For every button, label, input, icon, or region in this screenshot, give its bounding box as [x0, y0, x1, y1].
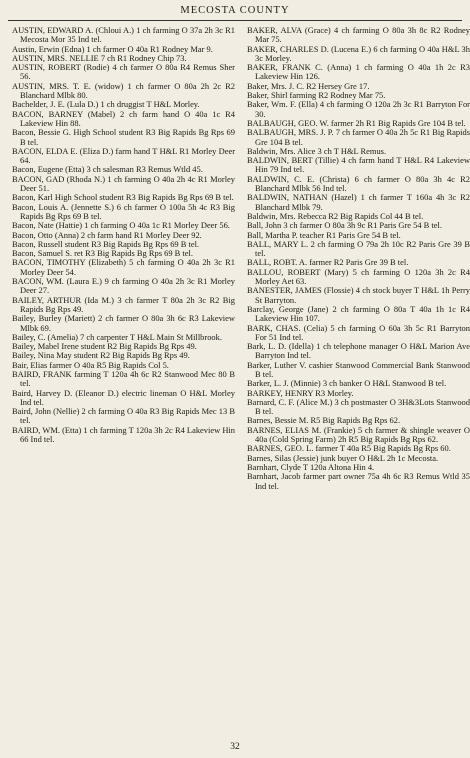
directory-entry: Ball, John 3 ch farmer O 80a 3h 9c R1 Paris Gre 54 B tel.	[247, 220, 442, 231]
directory-entry: Barnhart, Clyde T 120a Altona Hin 4.	[247, 461, 375, 472]
directory-entry: BARNES, GEO. L. farmer T 40a R5 Big Rapids Bg Rps 60.	[247, 443, 451, 454]
directory-entry: BAIRD, WM. (Etta) 1 ch farming T 120a 3h 2c R4 Lakeview Hin 66 Ind tel.	[12, 424, 235, 445]
directory-entry: BACON, GAD (Rhoda N.) 1 ch farming O 40a 2h 4c R1 Morley Deer 51.	[12, 173, 235, 194]
directory-entry: BALBAUGH, MRS. J. P. 7 ch farmer O 40a 2h 5c R1 Big Rapids Gre 104 B tel.	[247, 127, 470, 147]
directory-entry: Bailey, Mabel Irene student R2 Big Rapids Bg Rps 49.	[12, 341, 197, 352]
header-rule	[8, 20, 462, 21]
directory-entry: BALBAUGH, GEO. W. farmer 2h R1 Big Rapids Gre 104 B tel.	[247, 117, 466, 128]
directory-entry: BAKER, CHARLES D. (Lucena E.) 6 ch farming O 40a H&L 3h 3c Morley.	[247, 43, 470, 63]
directory-entry: Bailey, Burley (Mariett) 2 ch farmer O 80a 3h 6c R3 Lakeview Mlbk 69.	[12, 313, 235, 333]
directory-entry: BALDWIN, C. E. (Christa) 6 ch farmer O 80a 3h 4c R2 Blanchard Mlbk 56 Ind tel.	[247, 173, 470, 194]
page-title: MECOSTA COUNTY	[180, 5, 290, 16]
directory-entry: BACON, WM. (Laura E.) 9 ch farming O 40a 2h 3c R1 Morley Deer 27.	[12, 276, 235, 296]
directory-entry: BACON, BARNEY (Mabel) 2 ch farm hand O 40a 1c R4 Lakeview Hin 88.	[12, 108, 235, 128]
directory-entry: BALLOU, ROBERT (Mary) 5 ch farming O 120a 3h 2c R4 Morley Aet 63.	[247, 266, 470, 287]
directory-entry: BACON, TIMOTHY (Elizabeth) 5 ch farming O 40a 2h 3c R1 Morley Deer 54.	[12, 257, 235, 277]
directory-entry: Bacon, Eugene (Etta) 3 ch salesman R3 Remus Wtld 45.	[12, 164, 203, 175]
directory-entry: Baldwin, Mrs. Alice 3 ch T H&L Remus.	[247, 145, 387, 156]
directory-entry: Barker, Luther V. cashier Stanwood Commercial Bank Stanwood B tel.	[247, 359, 470, 379]
directory-entry: Barnes, Bessie M. R5 Big Rapids Bg Rps 62.	[247, 415, 401, 426]
directory-entry: AUSTIN, ROBERT (Rodie) 4 ch farmer O 80a R4 Remus Sher 56.	[12, 62, 235, 82]
right-column	[247, 26, 470, 491]
directory-entry: BAKER, FRANK C. (Anna) 1 ch farming O 40a 1h 2c R3 Lakeview Hin 126.	[247, 62, 470, 82]
directory-entry: BAILEY, ARTHUR (Ida M.) 3 ch farmer T 80a 2h 3c R2 Big Rapids Bg Rps 49.	[12, 294, 235, 314]
directory-entry: Baker, Shirl farming R2 Rodney Mar 75.	[247, 90, 386, 101]
directory-entry: Baker, Mrs. J. C. R2 Hersey Gre 17.	[247, 80, 370, 91]
directory-entry: Bacon, Otto (Anna) 2 ch farm hand R1 Morley Deer 92.	[12, 229, 202, 240]
directory-entry: BALL, ROBT. A. farmer R2 Paris Gre 39 B tel.	[247, 257, 409, 268]
directory-entry: Bachelder, J. E. (Lula D.) 1 ch druggist T H&L Morley.	[12, 99, 200, 110]
directory-entry: Bacon, Samuel S. ret R3 Big Rapids Bg Rps 69 B tel.	[12, 248, 193, 259]
directory-entry: BARK, CHAS. (Celia) 5 ch farming O 60a 3h 5c R1 Barryton For 51 Ind tel.	[247, 322, 470, 342]
directory-entry: Bacon, Karl High School student R3 Big Rapids Bg Rps 69 B tel.	[12, 192, 234, 203]
directory-entry: Bailey, Nina May student R2 Big Rapids Bg Rps 49.	[12, 350, 190, 361]
directory-entry: Bacon, Russell student R3 Big Rapids Bg Rps 69 B tel.	[12, 238, 200, 249]
directory-entry: Bair, Elias farmer O 40a R5 Big Rapids Col 5.	[12, 359, 169, 370]
directory-entry: Bacon, Bessie G. High School student R3 Big Rapids Bg Rps 69 B tel.	[12, 127, 235, 147]
directory-entry: Bark, L. D. (Idella) 1 ch telephone manager O H&L Marion Ave Barryton Ind tel.	[247, 341, 470, 361]
directory-entry: Austin, Erwin (Edna) 1 ch farmer O 40a R1 Rodney Mar 9.	[12, 43, 213, 54]
directory-entry: Baldwin, Mrs. Rebecca R2 Big Rapids Col 44 B tel.	[247, 210, 424, 221]
directory-entry: Barker, L. J. (Minnie) 3 ch banker O H&L Stanwood B tel.	[247, 378, 447, 389]
page-number: 32	[230, 742, 240, 752]
directory-entry: AUSTIN, EDWARD A. (Chloui A.) 1 ch farming O 37a 2h 3c R1 Mecosta Mor 35 Ind tel.	[12, 25, 235, 45]
directory-entry: Baird, John (Nellie) 2 ch farming O 40a R3 Big Rapids Mec 13 B tel.	[12, 406, 235, 426]
directory-entry: Barnhart, Jacob farmer part owner 75a 4h 6c R3 Remus Wtld 35 Ind tel.	[247, 471, 470, 491]
directory-entry: Barclay, George (Jane) 2 ch farming O 80a T 40a 1h 1c R4 Lakeview Hin 107.	[247, 303, 470, 324]
left-column	[12, 26, 235, 444]
directory-entry: BANESTER, JAMES (Flossie) 4 ch stock buyer T H&L 1h Perry St Barryton.	[247, 285, 470, 305]
directory-entry: Baker, Wm. F. (Ella) 4 ch farming O 120a 2h 3c R1 Barryton For 30.	[247, 99, 470, 119]
directory-entry: BALDWIN, BERT (Tillie) 4 ch farm hand T H&L R4 Lakeview Hin 79 Ind tel.	[247, 155, 470, 175]
directory-entry: Ball, Martha P. teacher R1 Paris Gre 54 B tel.	[247, 229, 401, 240]
directory-entry: BARKEY, HENRY R3 Morley.	[247, 387, 354, 398]
directory-entry: BARNES, ELIAS M. (Frankie) 5 ch farmer & shingle weaver O 40a (Cold Spring Farm) 2h R5 Big Rapids Bg Rps 62.	[247, 424, 470, 445]
directory-entry: BAIRD, FRANK farming T 120a 4h 6c R2 Stanwood Mec 80 B tel.	[12, 368, 235, 389]
directory-entry: Barnard, C. F. (Alice M.) 3 ch postmaster O 3H&3Lots Stanwood B tel.	[247, 396, 470, 417]
directory-entry: Bailey, C. (Amelia) 7 ch carpenter T H&L Main St Millbrook.	[12, 331, 222, 342]
directory-entry: Bacon, Nate (Hattie) 1 ch farming O 40a 1c R1 Morley Deer 56.	[12, 220, 230, 231]
directory-entry: Barnes, Silas (Jessie) junk buyer O H&L 2h 1c Mecosta.	[247, 452, 439, 463]
directory-entry: AUSTIN, MRS. T. E. (widow) 1 ch farmer O 80a 2h 2c R2 Blanchard Mlbk 80.	[12, 80, 235, 101]
directory-entry: Bacon, Louis A. (Jennette S.) 6 ch farmer O 100a 5h 4c R3 Big Rapids Bg Rps 69 B tel.	[12, 201, 235, 221]
directory-entry: AUSTIN, MRS. NELLIE 7 ch R1 Rodney Chip 73.	[12, 52, 187, 63]
directory-entry: BAKER, ALVA (Grace) 4 ch farming O 80a 3h 8c R2 Rodney Mar 75.	[247, 25, 470, 45]
directory-entry: BALDWIN, NATHAN (Hazel) 1 ch farmer T 160a 4h 3c R2 Blanchard Mlbk 79.	[247, 192, 470, 212]
directory-entry: BALL, MARY L. 2 ch farming O 79a 2h 10c R2 Paris Gre 39 B tel.	[247, 238, 470, 259]
directory-entry: BACON, ELDA E. (Eliza D.) farm hand T H&L R1 Morley Deer 64.	[12, 145, 235, 166]
directory-entry: Baird, Harvey D. (Eleanor D.) electric lineman O H&L Morley Ind tel.	[12, 387, 235, 407]
